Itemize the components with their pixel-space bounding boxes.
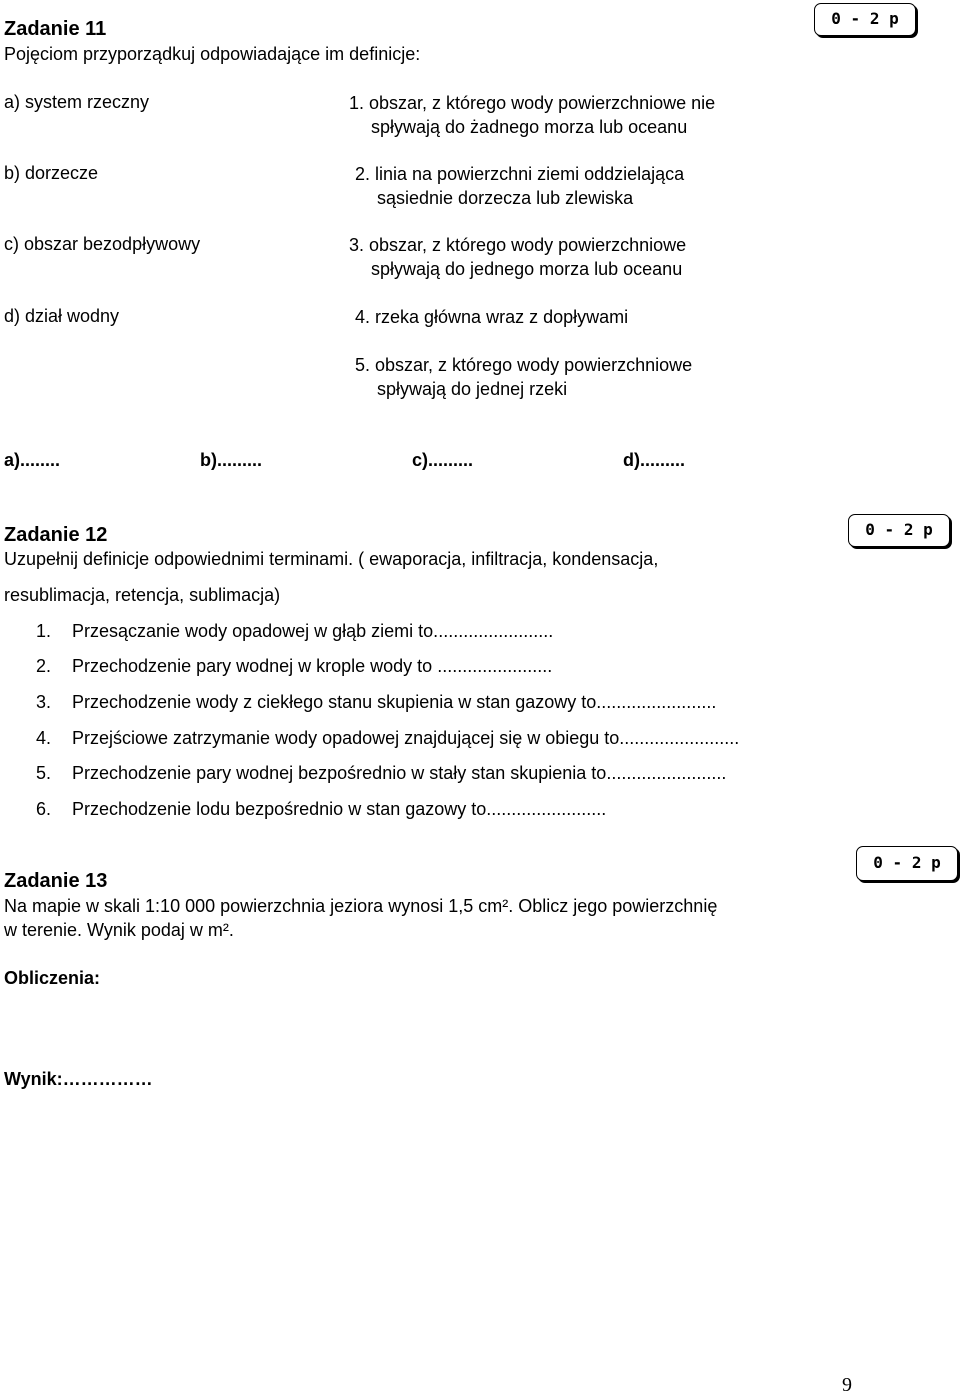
item-6-text[interactable]: Przechodzenie lodu bezpośrednio w stan gazowy to........................ <box>72 799 607 819</box>
answer-b[interactable]: b)......... <box>200 450 262 470</box>
item-5-text[interactable]: Przechodzenie pary wodnej bezpośrednio w stały stan skupienia to........................ <box>72 763 727 783</box>
task13-text-line2: w terenie. Wynik podaj w m². <box>4 920 234 940</box>
task13-title: Zadanie 13 <box>4 870 108 892</box>
task13-points-badge: 0 - 2 p <box>856 846 958 881</box>
term-b: b) dorzecze <box>4 163 99 183</box>
definition-1-line2: spływają do żadnego morza lub oceanu <box>371 117 688 137</box>
definition-2-line2: sąsiednie dorzecza lub zlewiska <box>377 188 634 208</box>
item-2-number: 2. <box>36 656 52 676</box>
item-3-text[interactable]: Przechodzenie wody z ciekłego stanu skupienia w stan gazowy to........................ <box>72 692 717 712</box>
definition-5 <box>355 353 692 401</box>
definition-3-line1: 3. obszar, z którego wody powierzchniowe <box>349 235 687 255</box>
item-4-number: 4. <box>36 728 52 748</box>
definition-2 <box>355 162 684 210</box>
item-1-text[interactable]: Przesączanie wody opadowej w głąb ziemi to........................ <box>72 621 554 641</box>
definition-4-line1: 4. rzeka główna wraz z dopływami <box>355 307 629 327</box>
term-c: c) obszar bezodpływowy <box>4 234 201 254</box>
task11-title: Zadanie 11 <box>4 18 107 40</box>
item-6-number: 6. <box>36 799 52 819</box>
definition-2-line1: 2. linia na powierzchni ziemi oddzielająca <box>355 164 685 184</box>
definition-3 <box>349 233 686 281</box>
task11-points-badge: 0 - 2 p <box>814 3 916 36</box>
definition-3-line2: spływają do jednego morza lub oceanu <box>371 259 683 279</box>
definition-4 <box>355 305 628 329</box>
item-3-number: 3. <box>36 692 52 712</box>
definition-1 <box>349 91 715 139</box>
term-d: d) dział wodny <box>4 306 120 326</box>
item-4-text[interactable]: Przejściowe zatrzymanie wody opadowej znajdującej się w obiegu to........................ <box>72 728 740 748</box>
item-1-number: 1. <box>36 621 52 641</box>
page-number: 9 <box>842 1374 852 1396</box>
answer-a[interactable]: a)........ <box>4 450 61 470</box>
task13-text-line1: Na mapie w skali 1:10 000 powierzchnia jeziora wynosi 1,5 cm². Oblicz jego powierzchnię <box>4 896 718 916</box>
answer-d[interactable]: d)......... <box>623 450 685 470</box>
result-label[interactable]: Wynik:…………… <box>4 1069 153 1089</box>
task12-points-badge: 0 - 2 p <box>848 514 950 547</box>
calculations-label: Obliczenia: <box>4 968 101 988</box>
term-a: a) system rzeczny <box>4 92 150 112</box>
definition-1-line1: 1. obszar, z którego wody powierzchniowe nie <box>349 93 716 113</box>
task12-instruction-terms: resublimacja, retencja, sublimacja) <box>4 585 281 605</box>
definition-5-line2: spływają do jednej rzeki <box>377 379 568 399</box>
task12-instruction: Uzupełnij definicje odpowiednimi terminami. ( ewaporacja, infiltracja, kondensacja, <box>4 549 659 569</box>
task11-instruction: Pojęciom przyporządkuj odpowiadające im definicje: <box>4 44 421 64</box>
answer-c[interactable]: c)......... <box>412 450 474 470</box>
item-5-number: 5. <box>36 763 52 783</box>
definition-5-line1: 5. obszar, z którego wody powierzchniowe <box>355 355 693 375</box>
task12-title: Zadanie 12 <box>4 524 108 546</box>
item-2-text[interactable]: Przechodzenie pary wodnej w krople wody to ....................... <box>72 656 553 676</box>
